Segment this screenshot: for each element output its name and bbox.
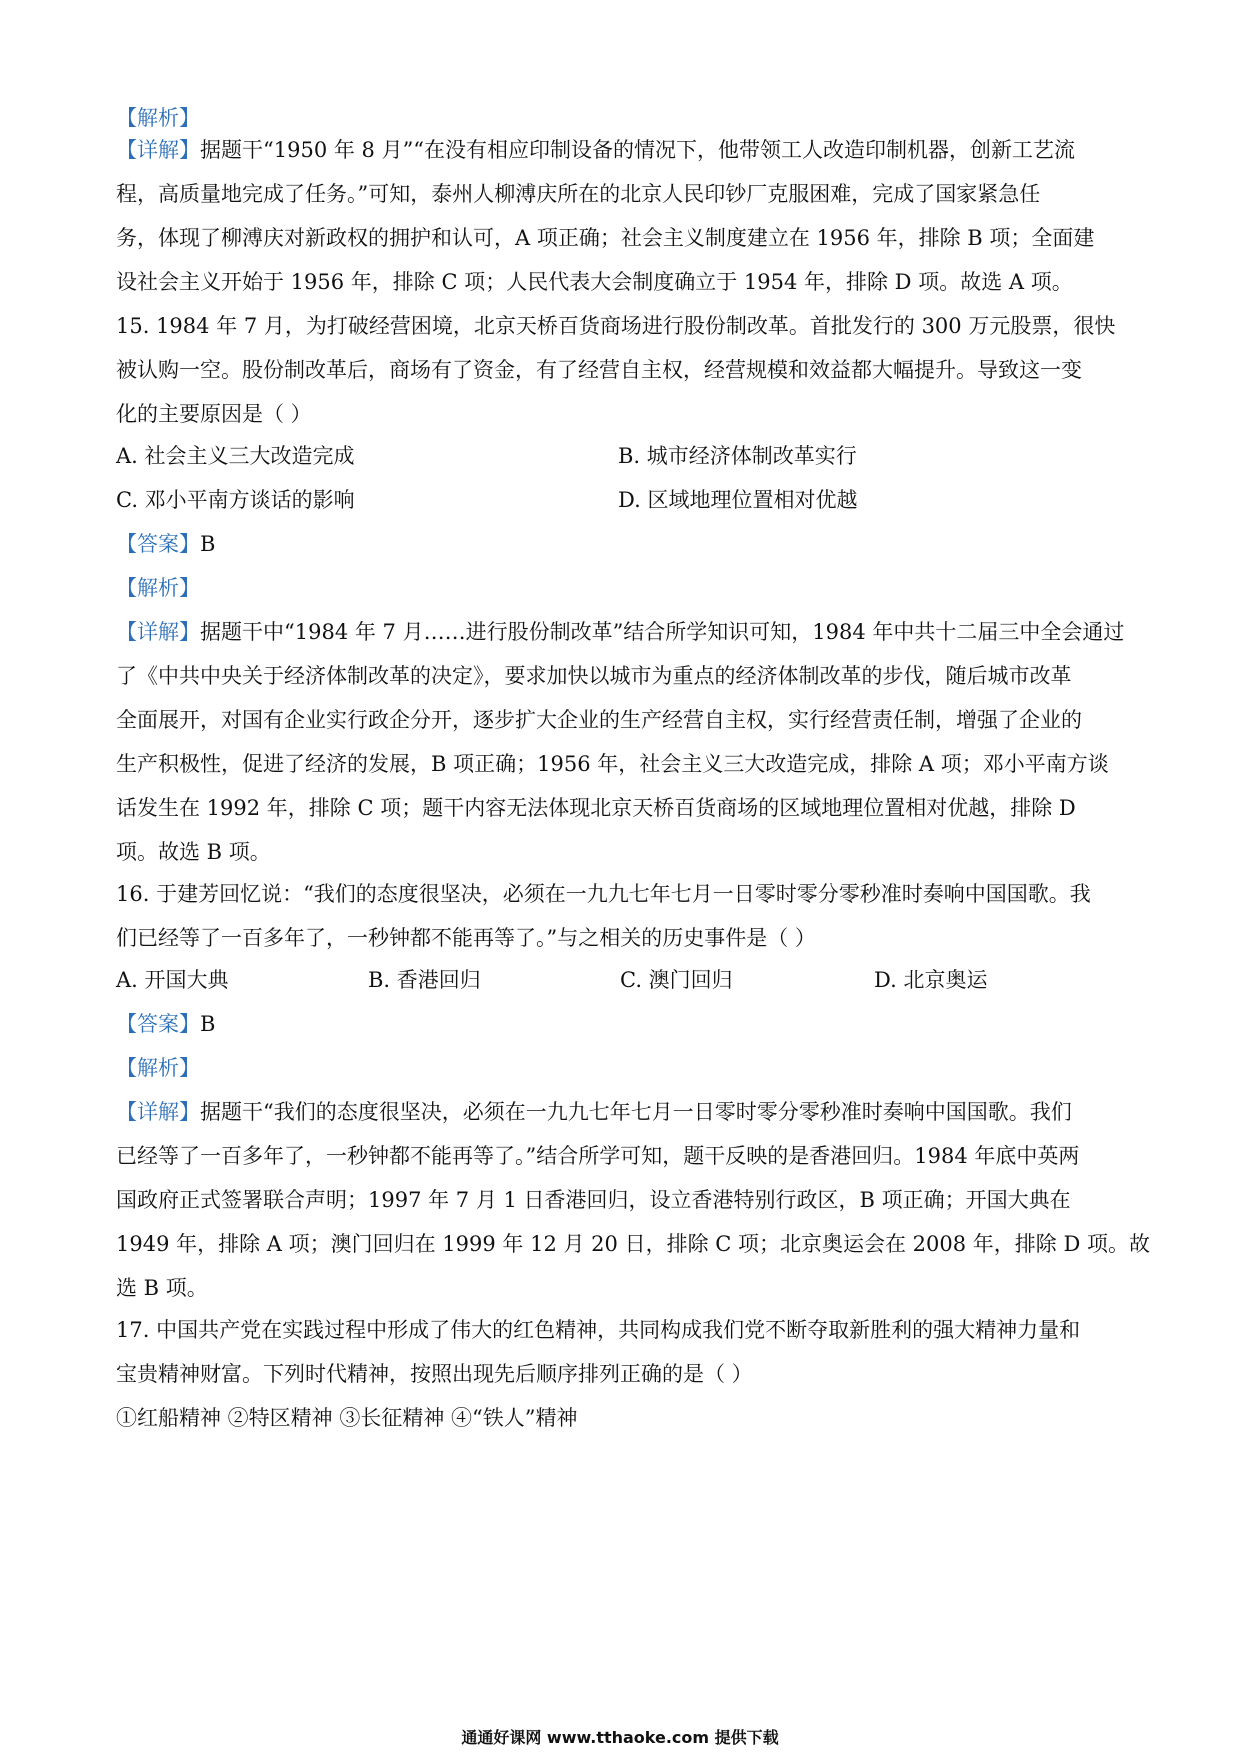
answer-value: B xyxy=(200,1012,216,1036)
answer-line xyxy=(116,1010,1136,1038)
answer-value: B xyxy=(200,532,216,556)
option-d: D. 区域地理位置相对优越 xyxy=(618,488,858,512)
explanation-line: 国政府正式签署联合声明；1997 年 7 月 1 日香港回归，设立香港特别行政区，B 项正确；开国大典在 xyxy=(116,1188,1071,1212)
explanation-line: 【详解】据题干中“1984 年 7 月……进行股份制改革”结合所学知识可知，1984 年中共十二届三中全会通过 xyxy=(116,620,1125,644)
answer-line xyxy=(116,530,1136,558)
option-b: B. 城市经济体制改革实行 xyxy=(618,444,857,468)
question-17-stem: 17. 中国共产党在实践过程中形成了伟大的红色精神，共同构成我们党不断夺取新胜利的强大精神力量和 xyxy=(116,1318,1081,1342)
option-a: A. 社会主义三大改造完成 xyxy=(116,444,355,468)
explanation-line: 【详解】据题干“1950 年 8 月”“在没有相应印制设备的情况下，他带领工人改造印制机器，创新工艺流 xyxy=(116,138,1076,162)
option-a: A. 开国大典 xyxy=(116,968,229,992)
answer-tag: 【答案】 xyxy=(116,532,200,556)
analysis-tag: 【解析】 xyxy=(116,576,200,600)
explanation-line: 选 B 项。 xyxy=(116,1276,208,1300)
question-16-stem: 16. 于建芳回忆说：“我们的态度很坚决，必须在一九九七年七月一日零时零分零秒准时奏响中国国歌。我 xyxy=(116,882,1091,906)
option-c: C. 澳门回归 xyxy=(620,968,733,992)
explanation-line: 话发生在 1992 年，排除 C 项；题干内容无法体现北京天桥百货商场的区域地理位置相对优越，排除 D xyxy=(116,796,1076,820)
explanation-line: 1949 年，排除 A 项；澳门回归在 1999 年 12 月 20 日，排除 C 项；北京奥运会在 2008 年，排除 D 项。故 xyxy=(116,1232,1150,1256)
analysis-tag: 【解析】 xyxy=(116,1056,200,1080)
option-d: D. 北京奥运 xyxy=(874,968,988,992)
explanation-line: 生产积极性，促进了经济的发展，B 项正确；1956 年，社会主义三大改造完成，排除 A 项；邓小平南方谈 xyxy=(116,752,1109,776)
explanation-line: 务，体现了柳溥庆对新政权的拥护和认可，A 项正确；社会主义制度建立在 1956 年，排除 B 项；全面建 xyxy=(116,226,1095,250)
detail-tag: 【详解】 xyxy=(116,620,200,644)
explanation-line: 全面展开，对国有企业实行政企分开，逐步扩大企业的生产经营自主权，实行经营责任制，增强了企业的 xyxy=(116,708,1082,732)
explanation-line: 【详解】据题干“我们的态度很坚决，必须在一九九七年七月一日零时零分零秒准时奏响中国国歌。我们 xyxy=(116,1100,1072,1124)
question-15-stem: 15. 1984 年 7 月，为打破经营困境，北京天桥百货商场进行股份制改革。首批发行的 300 万元股票，很快 xyxy=(116,314,1116,338)
explanation-line: 项。故选 B 项。 xyxy=(116,840,271,864)
analysis-tag: 【解析】 xyxy=(116,106,200,130)
option-c: C. 邓小平南方谈话的影响 xyxy=(116,488,355,512)
explanation-line: 已经等了一百多年了，一秒钟都不能再等了。”结合所学可知，题干反映的是香港回归。1984 年底中英两 xyxy=(116,1144,1080,1168)
footer-source: 通通好课网 www.tthaoke.com 提供下载 xyxy=(461,1728,779,1747)
question-17-stem: 宝贵精神财富。下列时代精神，按照出现先后顺序排列正确的是（ ） xyxy=(116,1362,753,1386)
explanation-line: 程，高质量地完成了任务。”可知，泰州人柳溥庆所在的北京人民印钞厂克服困难，完成了国家紧急任 xyxy=(116,182,1041,206)
explanation-line: 设社会主义开始于 1956 年，排除 C 项；人民代表大会制度确立于 1954 年，排除 D 项。故选 A 项。 xyxy=(116,270,1073,294)
question-15-stem: 被认购一空。股份制改革后，商场有了资金，有了经营自主权，经营规模和效益都大幅提升。导致这一变 xyxy=(116,358,1082,382)
question-16-stem: 们已经等了一百多年了，一秒钟都不能再等了。”与之相关的历史事件是（ ） xyxy=(116,926,816,950)
answer-tag: 【答案】 xyxy=(116,1012,200,1036)
question-15-stem: 化的主要原因是（ ） xyxy=(116,402,312,426)
detail-tag: 【详解】 xyxy=(116,1100,200,1124)
question-17-items: ①红船精神 ②特区精神 ③长征精神 ④“铁人”精神 xyxy=(116,1406,578,1430)
detail-tag: 【详解】 xyxy=(116,138,200,162)
explanation-line: 了《中共中央关于经济体制改革的决定》，要求加快以城市为重点的经济体制改革的步伐，随后城市改革 xyxy=(116,664,1072,688)
option-b: B. 香港回归 xyxy=(368,968,481,992)
